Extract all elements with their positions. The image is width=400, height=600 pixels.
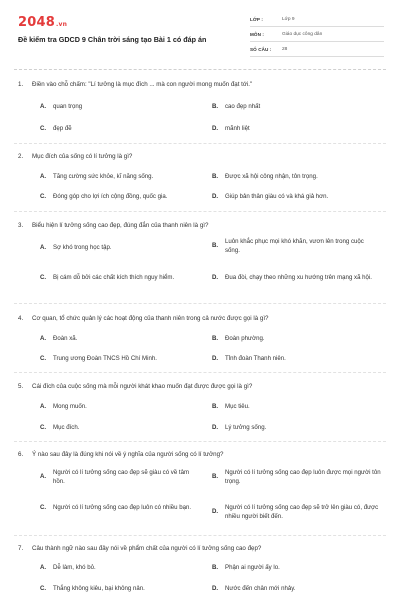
question-3: [18, 221, 384, 230]
logo-suffix: .vn: [55, 21, 68, 28]
question-text: Cơ quan, tổ chức quản lý các hoạt động của thanh niên trong cả nước được gọi là gì?: [32, 315, 269, 322]
option-b[interactable]: [212, 335, 377, 344]
option-text: Đóng góp cho lợi ích cộng đồng, quốc gia.: [53, 193, 168, 200]
option-letter: C.: [40, 274, 47, 281]
question-number: 5.: [18, 383, 24, 390]
page-title: Đề kiểm tra GDCD 9 Chân trời sáng tạo Bài 1 có đáp án: [18, 35, 207, 44]
site-logo[interactable]: [18, 15, 67, 30]
option-d[interactable]: [212, 274, 377, 283]
option-a[interactable]: [40, 244, 200, 253]
option-text: Tăng cường sức khỏe, kĩ năng sống.: [53, 173, 154, 180]
option-text: Trung ương Đoàn TNCS Hồ Chí Minh.: [53, 355, 157, 362]
option-a[interactable]: [40, 564, 200, 573]
option-text: Thắng không kiêu, bại không nản.: [53, 585, 145, 592]
option-letter: D.: [212, 424, 219, 431]
option-letter: C.: [40, 125, 47, 132]
question-divider: [14, 535, 386, 536]
option-text: Mục tiêu.: [225, 403, 250, 410]
option-a[interactable]: [40, 403, 200, 412]
question-stem: [18, 314, 384, 323]
option-letter: A.: [40, 335, 47, 342]
option-letter: A.: [40, 173, 47, 180]
option-text: mãnh liệt: [225, 125, 250, 132]
option-letter: D.: [212, 274, 219, 281]
option-text: Người có lí tưởng sống cao đẹp sẽ trở lên giàu có, được nhiều người biết đến.: [225, 504, 379, 520]
question-stem: [18, 450, 384, 459]
option-text: đẹp đẽ: [53, 125, 72, 132]
option-b[interactable]: [212, 403, 377, 412]
option-c[interactable]: [40, 125, 200, 134]
option-text: Người có lí tưởng sống cao đẹp luôn có nhiều bạn.: [53, 504, 192, 511]
option-letter: C.: [40, 585, 47, 592]
option-text: Phận ai người ấy lo.: [225, 564, 280, 571]
option-text: quan trọng: [53, 103, 83, 110]
option-text: Nước đến chân mới nhảy.: [225, 585, 296, 592]
option-text: Tỉnh đoàn Thanh niên.: [225, 355, 286, 362]
option-text: Người có lí tưởng sống cao đẹp luôn được mọi người tôn trọng.: [225, 469, 381, 485]
option-c[interactable]: [40, 504, 200, 513]
option-a[interactable]: [40, 335, 200, 344]
option-text: Đoàn xã.: [53, 335, 78, 342]
question-stem: [18, 152, 384, 161]
info-row-count: [250, 42, 384, 57]
option-letter: C.: [40, 504, 47, 511]
question-stem: [18, 544, 384, 553]
option-c[interactable]: [40, 585, 210, 594]
question-stem: [18, 382, 384, 391]
option-text: Bị cám dỗ bởi các chất kích thích nguy hiểm.: [53, 274, 175, 281]
info-row-subject: [250, 27, 384, 42]
option-c[interactable]: [40, 274, 200, 283]
question-divider: [14, 211, 386, 212]
option-text: Người có lí tưởng sống cao đẹp sẽ giàu có về tâm hồn.: [53, 469, 190, 485]
option-text: Luôn khắc phục mọi khó khăn, vươn lên trong cuộc sống.: [225, 238, 364, 254]
option-letter: B.: [212, 403, 219, 410]
option-c[interactable]: [40, 193, 210, 202]
option-c[interactable]: [40, 355, 210, 364]
question-divider: [14, 143, 386, 144]
question-4: [18, 314, 384, 323]
option-letter: A.: [40, 564, 47, 571]
option-letter: A.: [40, 244, 47, 251]
option-text: Mục đích.: [53, 424, 80, 431]
option-letter: B.: [212, 335, 219, 342]
question-divider: [14, 372, 386, 373]
option-b[interactable]: [212, 238, 377, 255]
option-letter: A.: [40, 103, 47, 110]
option-a[interactable]: [40, 173, 210, 182]
question-number: 2.: [18, 153, 24, 160]
header-divider: [14, 69, 386, 70]
option-letter: A.: [40, 473, 47, 481]
header: [0, 0, 400, 66]
option-text: Dễ làm, khó bỏ.: [53, 564, 96, 571]
question-number: 1.: [18, 81, 24, 88]
option-text: Được xã hội công nhận, tôn trọng.: [225, 173, 318, 180]
question-stem: [18, 80, 384, 89]
question-divider: [14, 441, 386, 442]
option-d[interactable]: [212, 504, 382, 521]
question-text: Điền vào chỗ chấm: "Lí tưởng là mục đích ... mà con người mong muốn đạt tới.": [32, 81, 253, 88]
option-text: Sợ khó trong học tập.: [53, 244, 112, 251]
option-text: Mong muốn.: [53, 403, 87, 410]
option-text: Đoàn phường.: [225, 335, 265, 342]
question-7: [18, 544, 384, 553]
question-6: [18, 450, 384, 459]
question-number: 3.: [18, 222, 24, 229]
question-divider: [14, 303, 386, 304]
info-label: SỐ CÂU :: [250, 46, 272, 52]
option-letter: D.: [212, 585, 219, 592]
option-letter: D.: [212, 193, 219, 200]
option-letter: B.: [212, 103, 219, 110]
option-letter: D.: [212, 355, 219, 362]
option-letter: A.: [40, 403, 47, 410]
question-stem: [18, 221, 384, 230]
option-letter: B.: [212, 242, 219, 250]
question-1: [18, 80, 384, 89]
option-letter: C.: [40, 355, 47, 362]
option-text: Đua đòi, chạy theo những xu hướng trên mạng xã hội.: [225, 274, 372, 281]
info-value: 28: [282, 46, 288, 52]
option-letter: D.: [212, 508, 219, 516]
question-text: Ý nào sau đây là đúng khi nói về ý nghĩa của người sống có lí tưởng?: [32, 451, 224, 458]
option-d[interactable]: [212, 125, 382, 134]
option-a[interactable]: [40, 103, 200, 112]
option-b[interactable]: [212, 469, 382, 486]
question-text: Câu thành ngữ nào sau đây nói về phẩm chất của người có lí tưởng sống cao đẹp?: [32, 545, 262, 552]
option-letter: C.: [40, 193, 47, 200]
option-d[interactable]: [212, 355, 377, 364]
info-value: Lớp 9: [282, 16, 295, 22]
info-row-class: [250, 12, 384, 27]
question-number: 7.: [18, 545, 24, 552]
option-a[interactable]: [40, 469, 200, 486]
question-number: 6.: [18, 451, 24, 458]
question-text: Biểu hiện lí tưởng sống cao đẹp, đúng đắn của thanh niên là gì?: [32, 222, 209, 229]
question-number: 4.: [18, 315, 24, 322]
option-text: cao đẹp nhất: [225, 103, 261, 110]
logo-text: 2048: [18, 15, 55, 30]
question-2: [18, 152, 384, 161]
question-text: Cái đích của cuộc sống mà mỗi người khát khao muốn đạt được được gọi là gì?: [32, 383, 253, 390]
option-b[interactable]: [212, 173, 382, 182]
info-value: Giáo dục công dân: [282, 31, 323, 37]
option-c[interactable]: [40, 424, 200, 433]
option-letter: D.: [212, 125, 219, 132]
exam-info-table: [250, 12, 384, 57]
info-label: MÔN :: [250, 31, 265, 37]
option-text: Giúp bản thân giàu có và khá giả hơn.: [225, 193, 329, 200]
option-d[interactable]: [212, 424, 377, 433]
question-5: [18, 382, 384, 391]
option-text: Lý tưởng sống.: [225, 424, 267, 431]
option-b[interactable]: [212, 103, 382, 112]
option-letter: B.: [212, 564, 219, 571]
info-label: LỚP :: [250, 16, 264, 22]
option-d[interactable]: [212, 585, 377, 594]
option-d[interactable]: [212, 193, 382, 202]
question-text: Mục đích của sống có lí tưởng là gì?: [32, 153, 133, 160]
option-b[interactable]: [212, 564, 377, 573]
option-letter: C.: [40, 424, 47, 431]
option-letter: B.: [212, 173, 219, 180]
option-letter: B.: [212, 473, 219, 481]
